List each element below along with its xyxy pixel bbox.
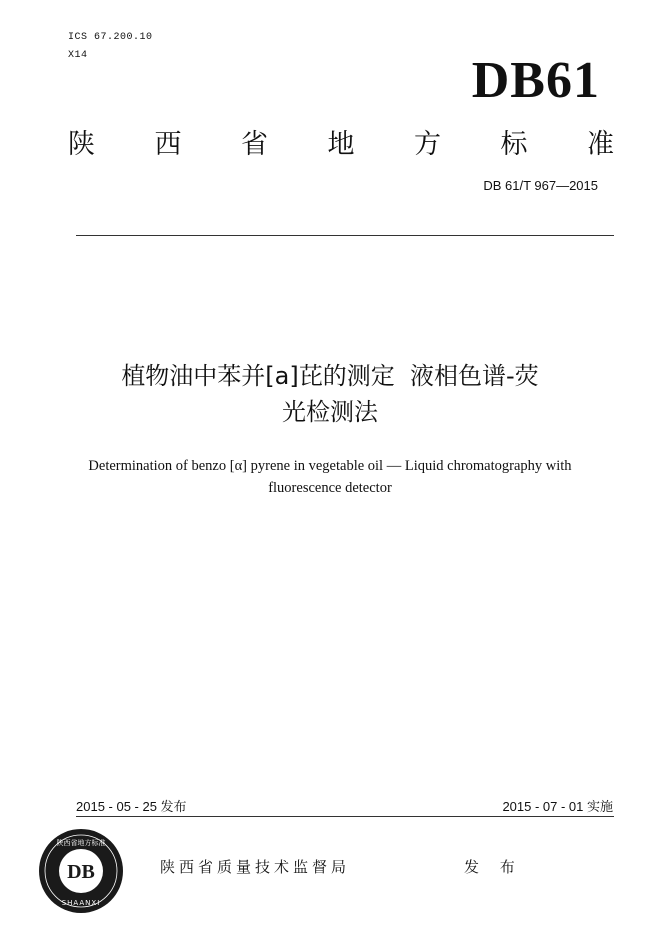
- class-code: X14: [68, 50, 88, 61]
- standard-type-heading: [68, 127, 614, 163]
- standard-type-char: 省: [241, 129, 268, 160]
- seal-ring-text: 陕西省地方标准: [56, 839, 106, 847]
- standard-type-char: 准: [587, 129, 614, 160]
- publisher-seal-icon: [38, 828, 124, 914]
- publisher-name: 陕西省质量技术监督局: [160, 858, 351, 876]
- standard-type-char: 方: [414, 129, 441, 160]
- standard-type-char: 西: [154, 129, 182, 160]
- implementation-date: 2015 - 07 - 01 实施: [502, 799, 613, 814]
- seal-bottom-text: SHAANXI: [61, 899, 101, 907]
- footer-divider: [76, 816, 614, 817]
- standard-type-char: 地: [327, 129, 355, 160]
- db61-logo: DB61: [471, 52, 600, 109]
- ics-code: ICS 67.200.10: [68, 32, 153, 43]
- english-title-line: fluorescence detector: [268, 480, 392, 496]
- issue-date: 2015 - 05 - 25 发布: [76, 799, 187, 814]
- publish-label: 发 布: [464, 858, 523, 876]
- header-divider: [76, 235, 614, 236]
- seal-logo-text: DB: [67, 861, 95, 883]
- standard-type-char: 陕: [68, 129, 95, 160]
- standard-number: DB 61/T 967—2015: [483, 178, 598, 193]
- standard-type-char: 标: [500, 129, 528, 160]
- chinese-title: 植物油中苯并[a]芘的测定 液相色谱-荧 光检测法: [121, 362, 539, 426]
- english-title: [40, 455, 620, 499]
- english-title-line: Determination of benzo [α] pyrene in vegetable oil — Liquid chromatography with: [88, 458, 572, 474]
